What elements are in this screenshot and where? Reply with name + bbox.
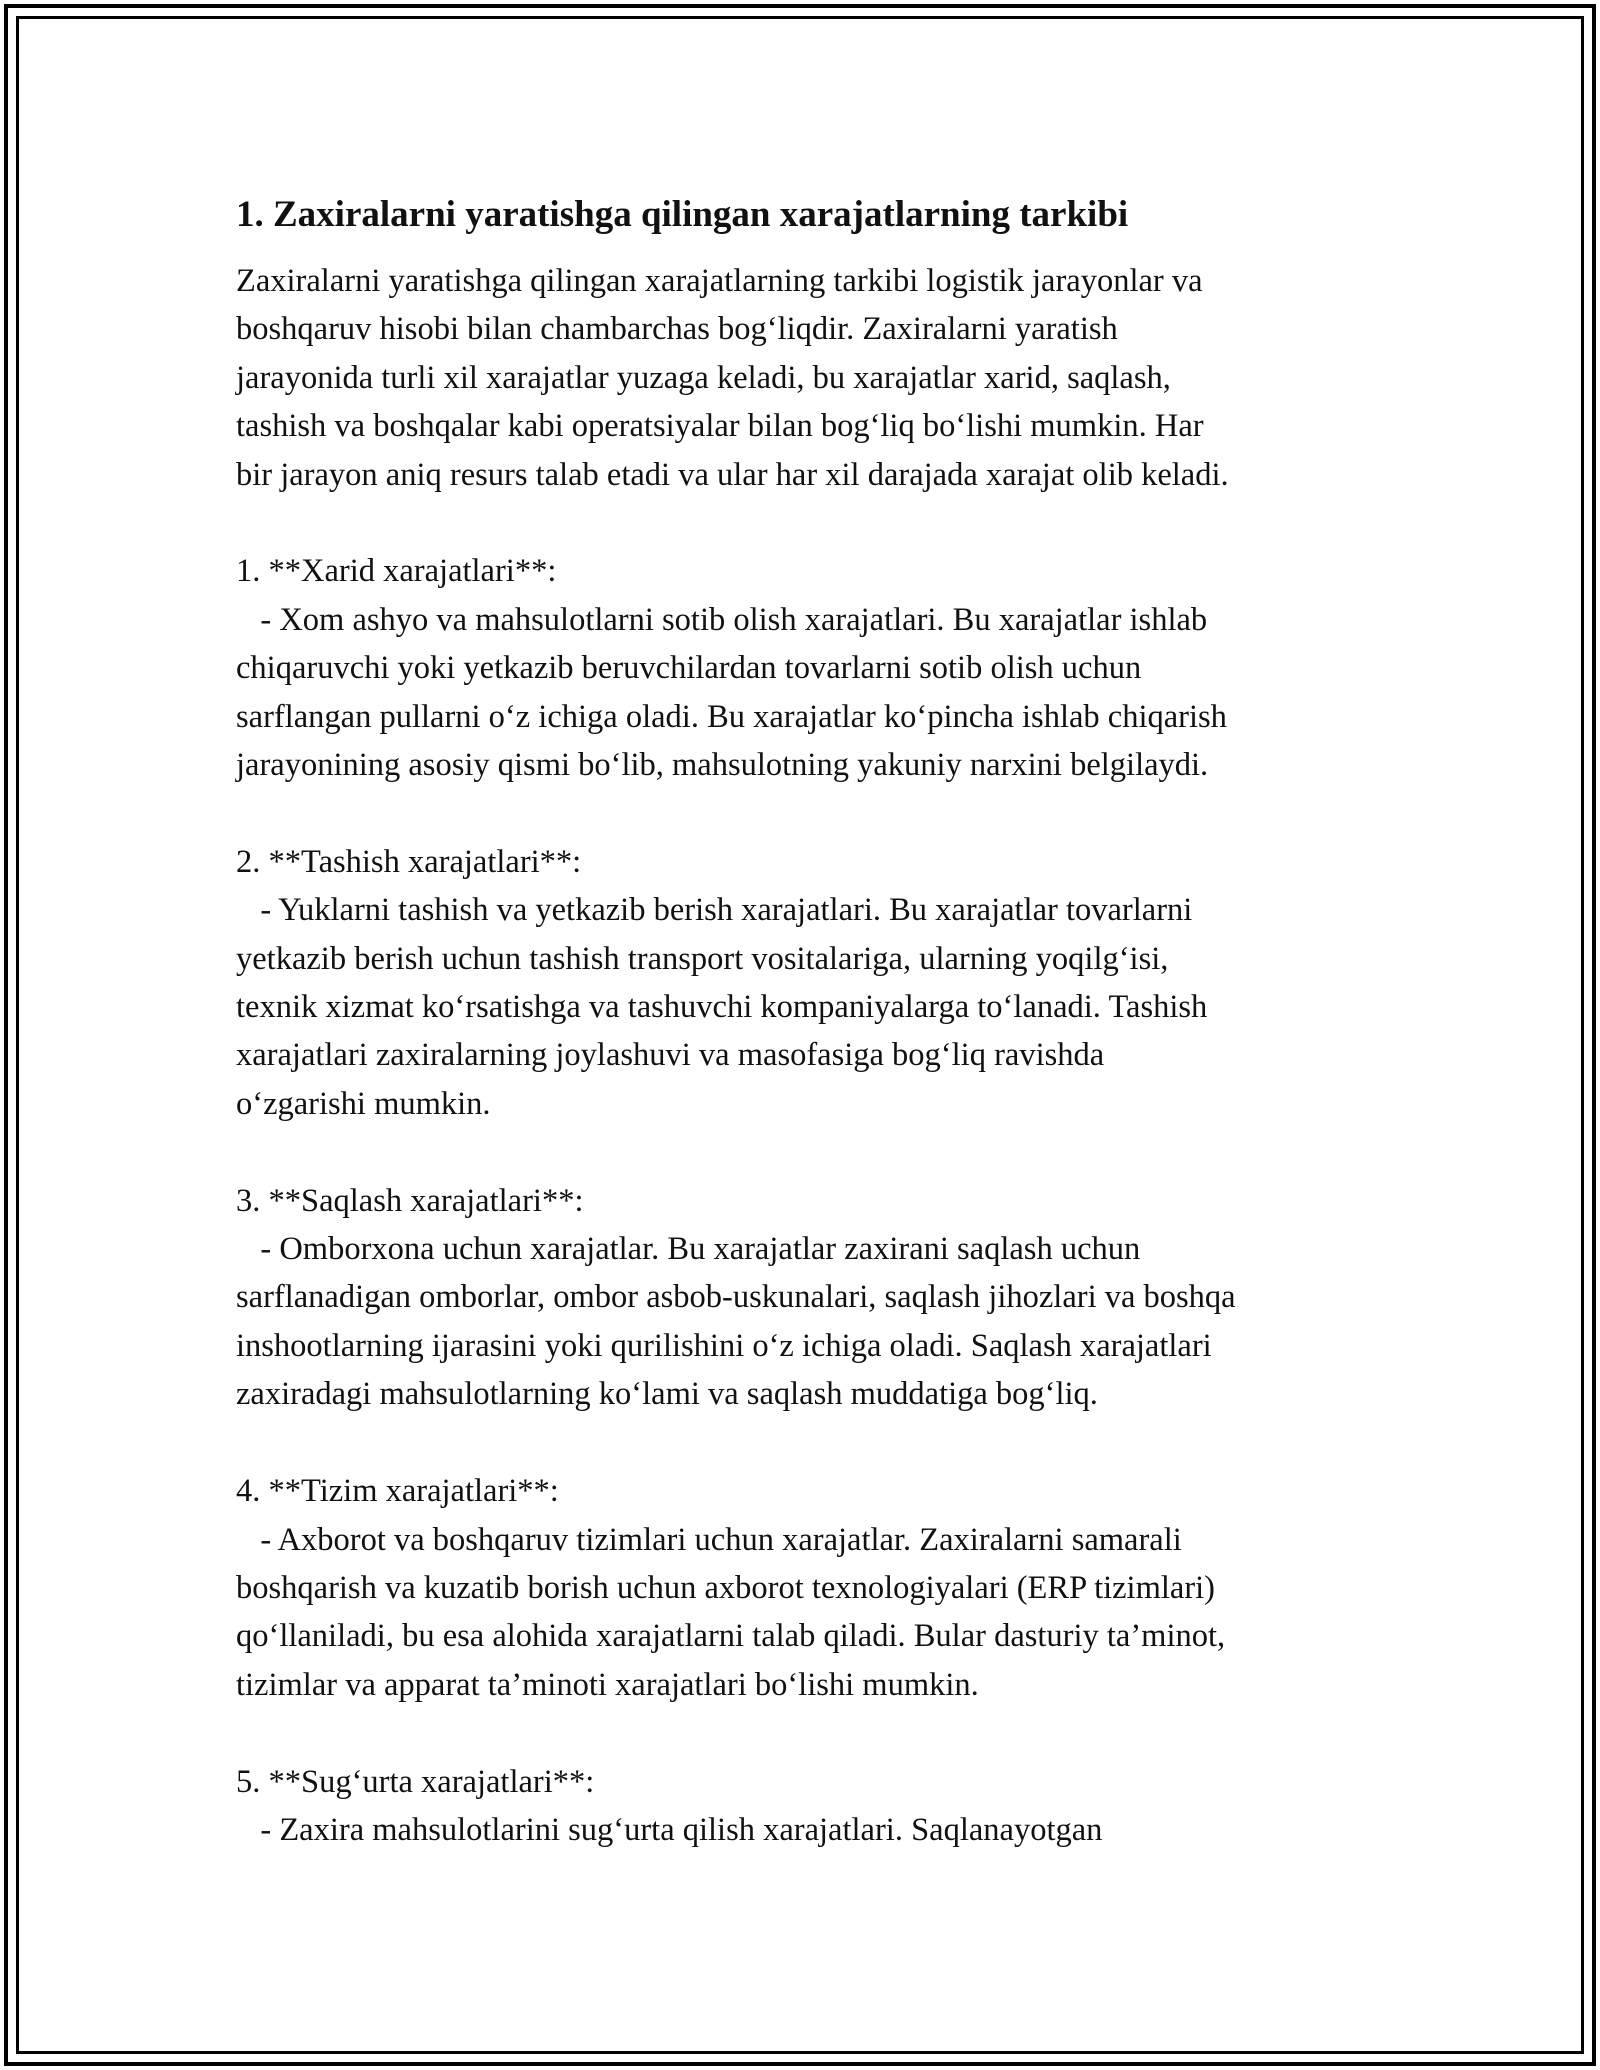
section-body: - Omborxona uchun xarajatlar. Bu xarajatlar zaxirani saqlash uchun sarflanadigan omborlar, ombor asbob-uskunalari, saqlash jihozlari va boshqa inshootlarning ijarasini yoki qurilishini o‘z ichiga oladi. Saqlash xarajatlari zaxiradagi mahsulotlarning ko‘lami va saqlash muddatiga bog‘liq.	[236, 1231, 1236, 1413]
section-insurance-costs	[236, 1758, 1396, 1855]
section-heading: 5. **Sug‘urta xarajatlari**:	[236, 1763, 595, 1800]
section-heading: 3. **Saqlash xarajatlari**:	[236, 1182, 584, 1219]
section-body: - Xom ashyo va mahsulotlarni sotib olish xarajatlari. Bu xarajatlar ishlab chiqaruvchi yoki yetkazib beruvchilardan tovarlarni sotib olish uchun sarflangan pullarni o‘z ichiga oladi. Bu xarajatlar ko‘pincha ishlab chiqarish jarayonining asosiy qismi bo‘lib, mahsulotning yakuniy narxini belgilaydi.	[236, 601, 1227, 784]
section-system-costs	[236, 1467, 1396, 1709]
section-body: - Zaxira mahsulotlarini sug‘urta qilish xarajatlari. Saqlanayotgan	[236, 1811, 1103, 1848]
section-heading: 2. **Tashish xarajatlari**:	[236, 843, 582, 880]
section-heading: 4. **Tizim xarajatlari**:	[236, 1473, 559, 1510]
section-body: - Yuklarni tashish va yetkazib berish xarajatlari. Bu xarajatlar tovarlarni yetkazib berish uchun tashish transport vositalariga, ularning yoqilg‘isi, texnik xizmat ko‘rsatishga va tashuvchi kompaniyalarga to‘lanadi. Tashish xarajatlari zaxiralarning joylashuvi va masofasiga bog‘liq ravishda o‘zgarishi mumkin.	[236, 892, 1208, 1122]
section-body: - Axborot va boshqaruv tizimlari uchun xarajatlar. Zaxiralarni samarali boshqarish va kuzatib borish uchun axborot texnologiyalari (ERP tizimlari) qo‘llaniladi, bu esa alohida xarajatlarni talab qiladi. Bular dasturiy ta’minot, tizimlar va apparat ta’minoti xarajatlari bo‘lishi mumkin.	[236, 1521, 1226, 1703]
document-title: 1. Zaxiralarni yaratishga qilingan xarajatlarning tarkibi	[236, 194, 1129, 235]
section-transport-costs	[236, 838, 1396, 1128]
section-purchase-costs	[236, 547, 1396, 789]
intro-paragraph: Zaxiralarni yaratishga qilingan xarajatlarning tarkibi logistik jarayonlar va boshqaruv hisobi bilan chambarchas bog‘liqdir. Zaxiralarni yaratish jarayonida turli xil xarajatlar yuzaga keladi, bu xarajatlar xarid, saqlash, tashish va boshqalar kabi operatsiyalar bilan bog‘liq bo‘lishi mumkin. Har bir jarayon aniq resurs talab etadi va ular har xil darajada xarajat olib keladi.	[236, 263, 1229, 493]
section-storage-costs	[236, 1177, 1396, 1419]
section-heading: 1. **Xarid xarajatlari**:	[236, 553, 557, 590]
document-body	[236, 187, 1396, 1854]
